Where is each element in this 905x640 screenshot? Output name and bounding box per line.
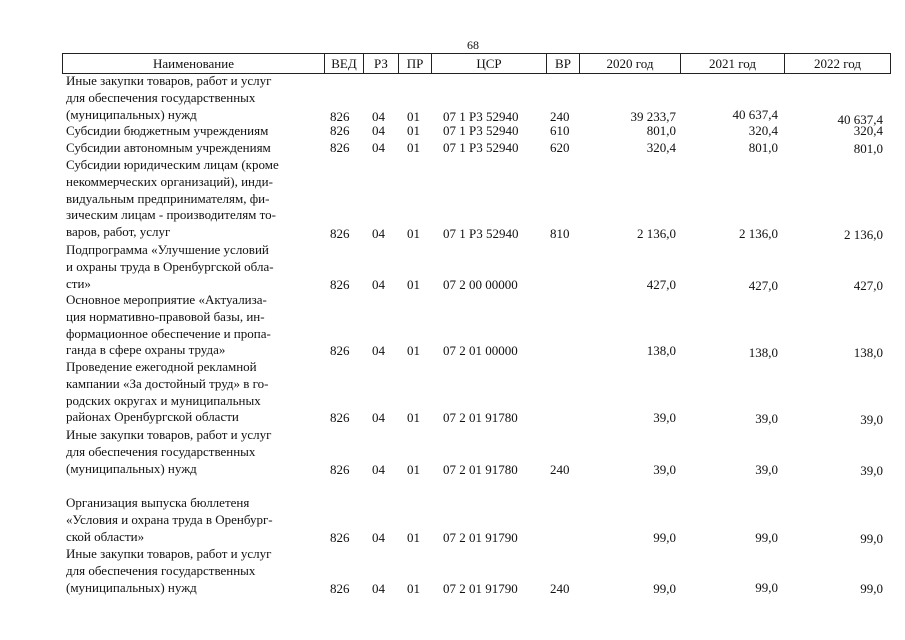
row-name-line: Иные закупки товаров, работ и услуг	[66, 73, 272, 88]
cell-csr: 07 2 01 00000	[443, 343, 518, 358]
cell-csr: 07 1 Р3 52940	[443, 123, 519, 138]
row-name-line: Организация выпуска бюллетеня	[66, 495, 250, 510]
row-name-line: Проведение ежегодной рекламной	[66, 359, 257, 374]
cell-vr: 810	[550, 226, 570, 241]
row-name-line: сти»	[66, 275, 91, 291]
cell-csr: 07 2 01 91780	[443, 462, 518, 477]
table-header	[62, 53, 891, 74]
cell-rz: 04	[372, 530, 385, 545]
cell-csr: 07 2 01 91780	[443, 410, 518, 425]
cell-y2020: 427,0	[646, 277, 676, 292]
cell-ved: 826	[330, 581, 350, 596]
row-name	[66, 292, 316, 359]
cell-y2020: 99,0	[653, 530, 676, 545]
cell-csr: 07 1 Р3 52940	[443, 226, 519, 241]
header-2020: 2020 год	[579, 54, 680, 73]
row-name-line: зическим лицам - производителям то-	[66, 207, 276, 223]
cell-vr: 610	[550, 123, 570, 138]
header-2022: 2022 год	[784, 54, 891, 73]
cell-ved: 826	[330, 140, 350, 155]
cell-y2021: 99,0	[755, 530, 778, 545]
row-name-line: родских округах и муниципальных	[66, 392, 261, 408]
row-name-line: (муниципальных) нужд	[66, 460, 197, 476]
row-name-line: ской области»	[66, 528, 145, 544]
cell-y2022: 320,4	[853, 123, 883, 138]
cell-y2022: 99,0	[860, 581, 883, 596]
cell-pr: 01	[407, 410, 420, 425]
cell-pr: 01	[407, 123, 420, 138]
row-name-line: варов, работ, услуг	[66, 224, 171, 240]
row-name	[66, 359, 316, 426]
header-rz: РЗ	[363, 54, 398, 73]
row-name	[66, 546, 316, 596]
row-name-line: кампании «За достойный труд» в го-	[66, 375, 269, 391]
cell-y2021: 40 637,4	[732, 107, 778, 122]
cell-y2022: 801,0	[853, 141, 883, 156]
cell-rz: 04	[372, 140, 385, 155]
cell-y2020: 320,4	[646, 140, 676, 155]
cell-ved: 826	[330, 462, 350, 477]
cell-rz: 04	[372, 410, 385, 425]
row-name-line: видуальным предпринимателям, фи-	[66, 190, 270, 206]
cell-ved: 826	[330, 123, 350, 138]
cell-pr: 01	[407, 109, 420, 124]
row-name-line: Субсидии автономным учреждениям	[66, 140, 271, 155]
row-name	[66, 242, 316, 292]
row-name-line: Иные закупки товаров, работ и услуг	[66, 546, 272, 561]
cell-vr: 620	[550, 140, 570, 155]
cell-y2021: 39,0	[755, 411, 778, 426]
row-name-line: Субсидии бюджетным учреждениям	[66, 123, 269, 138]
row-name	[66, 157, 316, 241]
row-name-line: и охраны труда в Оренбургской обла-	[66, 258, 274, 274]
row-name-line: районах Оренбургской области	[66, 409, 239, 425]
cell-y2022: 427,0	[853, 278, 883, 293]
cell-csr: 07 2 01 91790	[443, 581, 518, 596]
cell-pr: 01	[407, 226, 420, 241]
cell-y2022: 40 637,4	[837, 112, 883, 127]
header-ved: ВЕД	[324, 54, 363, 73]
cell-ved: 826	[330, 277, 350, 292]
page-number: 68	[467, 38, 479, 52]
cell-rz: 04	[372, 462, 385, 477]
row-name	[66, 140, 316, 157]
row-name-line: Иные закупки товаров, работ и услуг	[66, 427, 272, 442]
cell-y2020: 39,0	[653, 410, 676, 425]
cell-y2021: 2 136,0	[739, 226, 778, 241]
cell-y2021: 99,0	[755, 580, 778, 595]
cell-rz: 04	[372, 581, 385, 596]
row-name-line: для обеспечения государственных	[66, 562, 256, 578]
cell-pr: 01	[407, 462, 420, 477]
cell-ved: 826	[330, 530, 350, 545]
cell-rz: 04	[372, 226, 385, 241]
cell-csr: 07 2 01 91790	[443, 530, 518, 545]
cell-rz: 04	[372, 123, 385, 138]
row-name-line: (муниципальных) нужд	[66, 579, 197, 595]
row-name	[66, 123, 316, 140]
cell-y2020: 39 233,7	[630, 109, 676, 124]
header-2021: 2021 год	[680, 54, 784, 73]
header-name: Наименование	[62, 54, 324, 73]
row-name-line: некоммерческих организаций), инди-	[66, 173, 273, 189]
cell-pr: 01	[407, 140, 420, 155]
cell-y2020: 39,0	[653, 462, 676, 477]
row-name-line: Субсидии юридическим лицам (кроме	[66, 157, 279, 172]
cell-y2020: 99,0	[653, 581, 676, 596]
row-name-line: Подпрограмма «Улучшение условий	[66, 242, 269, 257]
row-name	[66, 73, 316, 123]
cell-y2022: 2 136,0	[844, 227, 883, 242]
header-vr: ВР	[546, 54, 579, 73]
cell-vr: 240	[550, 462, 570, 477]
row-name-line: для обеспечения государственных	[66, 443, 256, 459]
cell-ved: 826	[330, 226, 350, 241]
cell-y2021: 427,0	[748, 278, 778, 293]
cell-y2021: 138,0	[748, 345, 778, 360]
cell-y2020: 801,0	[646, 123, 676, 138]
cell-y2022: 138,0	[853, 345, 883, 360]
cell-csr: 07 1 Р3 52940	[443, 109, 519, 124]
cell-ved: 826	[330, 343, 350, 358]
row-name-line: (муниципальных) нужд	[66, 106, 197, 122]
cell-y2021: 801,0	[748, 140, 778, 155]
cell-pr: 01	[407, 343, 420, 358]
cell-pr: 01	[407, 277, 420, 292]
cell-vr: 240	[550, 581, 570, 596]
cell-y2020: 138,0	[646, 343, 676, 358]
cell-y2021: 39,0	[755, 462, 778, 477]
row-name-line: для обеспечения государственных	[66, 89, 256, 105]
row-name	[66, 495, 316, 545]
cell-y2022: 39,0	[860, 412, 883, 427]
cell-rz: 04	[372, 109, 385, 124]
cell-y2021: 320,4	[748, 123, 778, 138]
row-name-line: «Условия и охрана труда в Оренбург-	[66, 511, 273, 527]
cell-csr: 07 2 00 00000	[443, 277, 518, 292]
cell-y2022: 99,0	[860, 531, 883, 546]
row-name-line: Основное мероприятие «Актуализа-	[66, 292, 267, 307]
cell-y2020: 2 136,0	[637, 226, 676, 241]
row-name-line: ция нормативно-правовой базы, ин-	[66, 308, 265, 324]
cell-csr: 07 1 Р3 52940	[443, 140, 519, 155]
cell-rz: 04	[372, 343, 385, 358]
cell-pr: 01	[407, 581, 420, 596]
header-pr: ПР	[398, 54, 431, 73]
cell-y2022: 39,0	[860, 463, 883, 478]
cell-pr: 01	[407, 530, 420, 545]
cell-ved: 826	[330, 410, 350, 425]
cell-ved: 826	[330, 109, 350, 124]
row-name-line: формационное обеспечение и пропа-	[66, 325, 271, 341]
cell-rz: 04	[372, 277, 385, 292]
row-name-line: ганда в сфере охраны труда»	[66, 342, 226, 358]
row-name	[66, 427, 316, 477]
header-csr: ЦСР	[431, 54, 546, 73]
cell-vr: 240	[550, 109, 570, 124]
